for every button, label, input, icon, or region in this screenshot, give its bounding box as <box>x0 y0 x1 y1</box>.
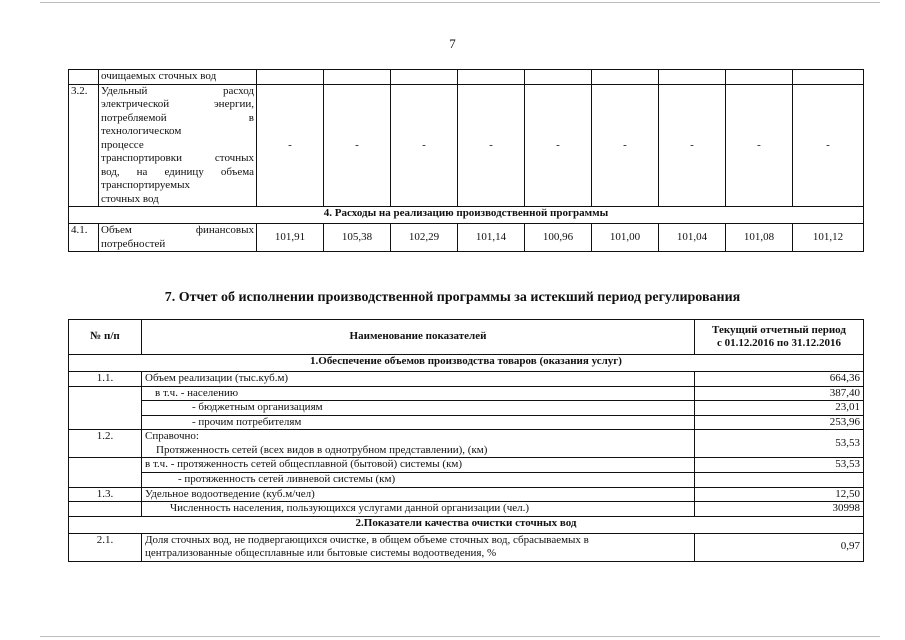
value-cell: - <box>257 84 324 207</box>
value-cell: 101,08 <box>726 224 793 252</box>
value-cell: 53,53 <box>695 430 864 458</box>
value-cell: 12,50 <box>695 487 864 502</box>
indicator-name: - бюджетным организациям <box>142 401 695 416</box>
value-cell: 100,96 <box>525 224 592 252</box>
text-line: транспортировки сточных <box>101 152 254 164</box>
table-row <box>69 415 864 430</box>
indicators-table <box>68 69 864 252</box>
value-cell: 253,96 <box>695 415 864 430</box>
indicator-name: в т.ч. - населению <box>142 386 695 401</box>
value-cell: - <box>793 84 864 207</box>
text-line: процессе <box>101 138 144 151</box>
table-row <box>69 533 864 561</box>
section-row <box>69 207 864 224</box>
section-row <box>69 516 864 533</box>
value-cell: 101,04 <box>659 224 726 252</box>
value-cell: - <box>458 84 525 207</box>
value-cell: - <box>726 84 793 207</box>
value-cell: 387,40 <box>695 386 864 401</box>
row-number: 1.1. <box>69 372 142 387</box>
header-period: Текущий отчетный период с 01.12.2016 по 31.12.2016 <box>695 320 864 355</box>
indicator-name: Справочно: Протяженность сетей (всех видов в однотрубном представлении), (км) <box>142 430 695 458</box>
text-line: технологическом <box>101 125 182 137</box>
value-cell <box>695 472 864 487</box>
value-cell: - <box>324 84 391 207</box>
indicator-name <box>99 224 257 252</box>
table-row <box>69 430 864 458</box>
value-cell: 105,38 <box>324 224 391 252</box>
section-title: 2.Показатели качества очистки сточных вод <box>69 516 864 533</box>
table-row <box>69 372 864 387</box>
value-cell: - <box>525 84 592 207</box>
section-title: 4. Расходы на реализацию производственной программы <box>69 207 864 224</box>
header-name: Наименование показателей <box>142 320 695 355</box>
report-table <box>68 319 864 562</box>
section-heading: 7. Отчет об исполнении производственной программы за истекший период регулирования <box>164 290 741 305</box>
indicator-name: Удельное водоотведение (куб.м/чел) <box>142 487 695 502</box>
value-cell: 101,00 <box>592 224 659 252</box>
text-line: вод, на единицу объема <box>101 165 254 178</box>
text-line: Объем финансовых <box>101 224 254 236</box>
scan-line-bottom <box>40 636 880 637</box>
row-number: 1.2. <box>69 430 142 458</box>
page-number: 7 <box>449 36 456 51</box>
indicator-name: в т.ч. - протяженность сетей общесплавной (бытовой) системы (км) <box>142 458 695 473</box>
table-row <box>69 502 864 517</box>
row-number: 1.3. <box>69 487 142 502</box>
table-row <box>69 386 864 401</box>
indicator-name <box>99 84 257 207</box>
value-cell: 53,53 <box>695 458 864 473</box>
text-line: электрической энергии, <box>101 98 254 110</box>
table-row <box>69 224 864 252</box>
indicator-name: - протяженность сетей ливневой системы (км) <box>142 472 695 487</box>
table-row <box>69 458 864 473</box>
text-line: потребляемой в <box>101 111 254 124</box>
section-row <box>69 355 864 372</box>
value-cell: 0,97 <box>695 533 864 561</box>
table-row <box>69 84 864 207</box>
text-line: сточных вод <box>101 192 159 205</box>
text-line: транспортируемых <box>101 179 190 191</box>
table-row <box>69 401 864 416</box>
value-cell: 30998 <box>695 502 864 517</box>
text-line: Удельный расход <box>101 84 254 97</box>
indicator-name: - прочим потребителям <box>142 415 695 430</box>
value-cell: 101,14 <box>458 224 525 252</box>
table-row <box>69 472 864 487</box>
header-row <box>69 320 864 355</box>
value-cell: 101,12 <box>793 224 864 252</box>
text-line: потребностей <box>101 237 166 250</box>
header-num: № п/п <box>69 320 142 355</box>
value-cell: 101,91 <box>257 224 324 252</box>
indicator-name: Численность населения, пользующихся услугами данной организации (чел.) <box>142 502 695 517</box>
value-cell: - <box>592 84 659 207</box>
indicator-name: Объем реализации (тыс.куб.м) <box>142 372 695 387</box>
section-title: 1.Обеспечение объемов производства товаров (оказания услуг) <box>69 355 864 372</box>
value-cell: 664,36 <box>695 372 864 387</box>
indicator-name: Доля сточных вод, не подвергающихся очистке, в общем объеме сточных вод, сбрасываемых в централизованные общесплавные или бытовые системы водоотведения, % <box>142 533 695 561</box>
table-row <box>69 487 864 502</box>
row-number: 4.1. <box>69 224 99 252</box>
value-cell: - <box>659 84 726 207</box>
scan-line-top <box>40 2 880 3</box>
cell-text: очищаемых сточных вод <box>99 70 257 85</box>
value-cell: 102,29 <box>391 224 458 252</box>
row-number: 3.2. <box>69 84 99 207</box>
value-cell: 23,01 <box>695 401 864 416</box>
table-row <box>69 70 864 85</box>
value-cell: - <box>391 84 458 207</box>
row-number: 2.1. <box>69 533 142 561</box>
